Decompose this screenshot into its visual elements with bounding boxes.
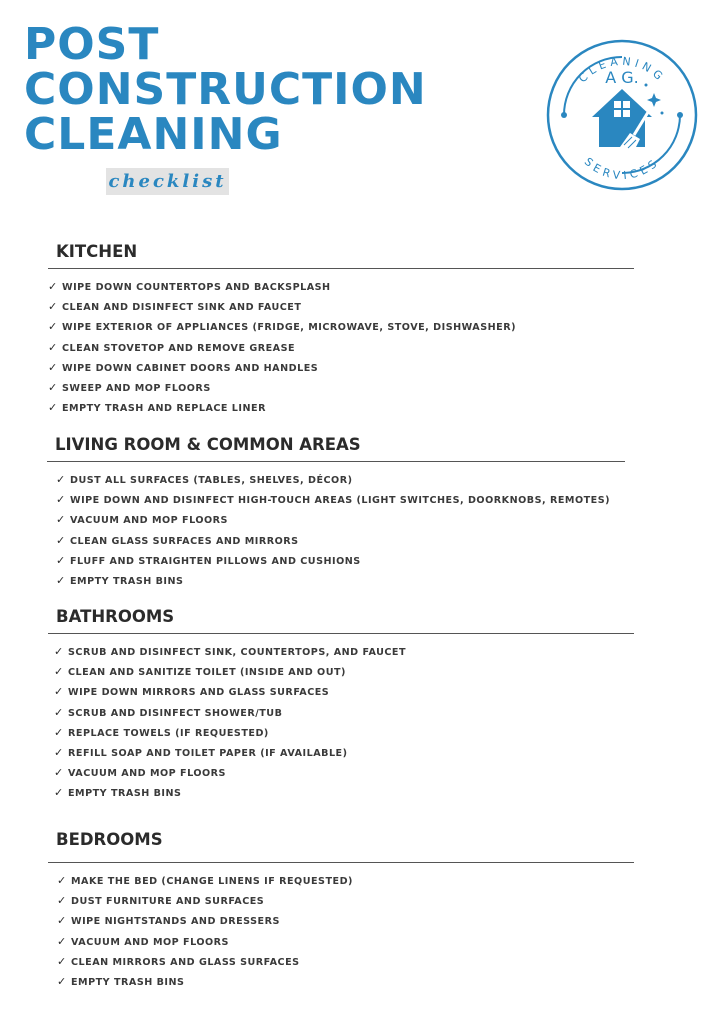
list-item: ✓ WIPE DOWN MIRRORS AND GLASS SURFACES — [54, 682, 634, 702]
list-item: ✓ WIPE DOWN AND DISINFECT HIGH-TOUCH AREAS (LIGHT SWITCHES, DOORKNOBS, REMOTES) — [56, 490, 625, 510]
list-item: ✓ DUST FURNITURE AND SURFACES — [57, 891, 634, 911]
check-icon: ✓ — [56, 573, 66, 587]
check-icon: ✓ — [54, 685, 64, 699]
check-icon: ✓ — [56, 533, 66, 547]
section-bedrooms — [48, 828, 634, 992]
check-icon: ✓ — [48, 380, 58, 394]
check-icon: ✓ — [48, 360, 58, 374]
section-heading: KITCHEN — [56, 242, 138, 261]
list-item: ✓ WIPE DOWN COUNTERTOPS AND BACKSPLASH — [48, 277, 634, 297]
sparkle-icon — [645, 84, 664, 115]
check-icon: ✓ — [54, 705, 64, 719]
check-icon: ✓ — [57, 934, 67, 948]
list-item: ✓ CLEAN GLASS SURFACES AND MIRRORS — [56, 531, 625, 551]
check-icon: ✓ — [48, 401, 58, 415]
list-item: ✓ CLEAN AND DISINFECT SINK AND FAUCET — [48, 297, 634, 317]
list-item: ✓ WIPE DOWN CABINET DOORS AND HANDLES — [48, 358, 634, 378]
check-icon: ✓ — [57, 914, 67, 928]
check-icon: ✓ — [57, 974, 67, 988]
check-icon: ✓ — [54, 766, 64, 780]
checklist — [47, 470, 625, 591]
divider — [48, 268, 634, 269]
list-item: ✓ EMPTY TRASH BINS — [54, 783, 634, 803]
check-icon: ✓ — [54, 725, 64, 739]
section-heading: BEDROOMS — [56, 830, 163, 849]
check-icon: ✓ — [56, 473, 66, 486]
page-title — [24, 19, 427, 160]
section-kitchen — [48, 240, 634, 418]
check-icon: ✓ — [57, 894, 67, 908]
list-item: ✓ SCRUB AND DISINFECT SHOWER/TUB — [54, 703, 634, 723]
check-icon: ✓ — [54, 665, 64, 679]
check-icon: ✓ — [48, 320, 58, 334]
logo-top-text: CLEANING — [576, 54, 668, 86]
list-item: ✓ VACUUM AND MOP FLOORS — [54, 763, 634, 783]
checklist — [48, 277, 634, 418]
list-item: ✓ WIPE EXTERIOR OF APPLIANCES (FRIDGE, MICROWAVE, STOVE, DISHWASHER) — [48, 317, 634, 337]
list-item: ✓ CLEAN MIRRORS AND GLASS SURFACES — [57, 952, 634, 972]
section-heading: BATHROOMS — [56, 607, 175, 626]
check-icon: ✓ — [48, 340, 58, 354]
divider — [47, 461, 625, 462]
logo-bottom-text: SERVICES — [581, 155, 663, 183]
list-item: ✓ SWEEP AND MOP FLOORS — [48, 378, 634, 398]
title-line-3: CLEANING — [24, 109, 283, 160]
check-icon: ✓ — [54, 786, 64, 800]
title-line-1: POST — [24, 19, 160, 70]
checklist — [48, 871, 634, 992]
list-item: ✓ EMPTY TRASH BINS — [57, 972, 634, 992]
list-item: ✓ FLUFF AND STRAIGHTEN PILLOWS AND CUSHIONS — [56, 551, 625, 571]
checklist — [48, 642, 634, 804]
list-item: ✓ SCRUB AND DISINFECT SINK, COUNTERTOPS, AND FAUCET — [54, 642, 634, 662]
section-living-room — [47, 433, 625, 591]
check-icon: ✓ — [48, 300, 58, 314]
list-item: ✓ MAKE THE BED (CHANGE LINENS IF REQUESTED) — [57, 871, 634, 891]
check-icon: ✓ — [57, 954, 67, 968]
check-icon: ✓ — [57, 874, 67, 887]
check-icon: ✓ — [56, 513, 66, 527]
list-item: ✓ DUST ALL SURFACES (TABLES, SHELVES, DÉCOR) — [56, 470, 625, 490]
divider — [48, 862, 634, 863]
list-item: ✓ EMPTY TRASH AND REPLACE LINER — [48, 398, 634, 418]
logo-initials: A G. — [605, 68, 639, 87]
list-item: ✓ VACUUM AND MOP FLOORS — [56, 510, 625, 530]
list-item: ✓ EMPTY TRASH BINS — [56, 571, 625, 591]
section-bathrooms — [48, 605, 634, 804]
section-heading: LIVING ROOM & COMMON AREAS — [55, 435, 361, 454]
check-icon: ✓ — [56, 553, 66, 567]
list-item: ✓ REPLACE TOWELS (IF REQUESTED) — [54, 723, 634, 743]
list-item: ✓ WIPE NIGHTSTANDS AND DRESSERS — [57, 911, 634, 931]
company-logo — [542, 35, 702, 195]
title-line-2: CONSTRUCTION — [24, 64, 427, 115]
list-item: ✓ REFILL SOAP AND TOILET PAPER (IF AVAILABLE) — [54, 743, 634, 763]
check-icon: ✓ — [54, 645, 64, 658]
divider — [48, 633, 634, 634]
check-icon: ✓ — [54, 745, 64, 759]
list-item: ✓ CLEAN STOVETOP AND REMOVE GREASE — [48, 338, 634, 358]
check-icon: ✓ — [56, 493, 66, 507]
list-item: ✓ CLEAN AND SANITIZE TOILET (INSIDE AND OUT) — [54, 662, 634, 682]
list-item: ✓ VACUUM AND MOP FLOORS — [57, 932, 634, 952]
subtitle: checklist — [106, 168, 229, 195]
check-icon: ✓ — [48, 280, 58, 293]
